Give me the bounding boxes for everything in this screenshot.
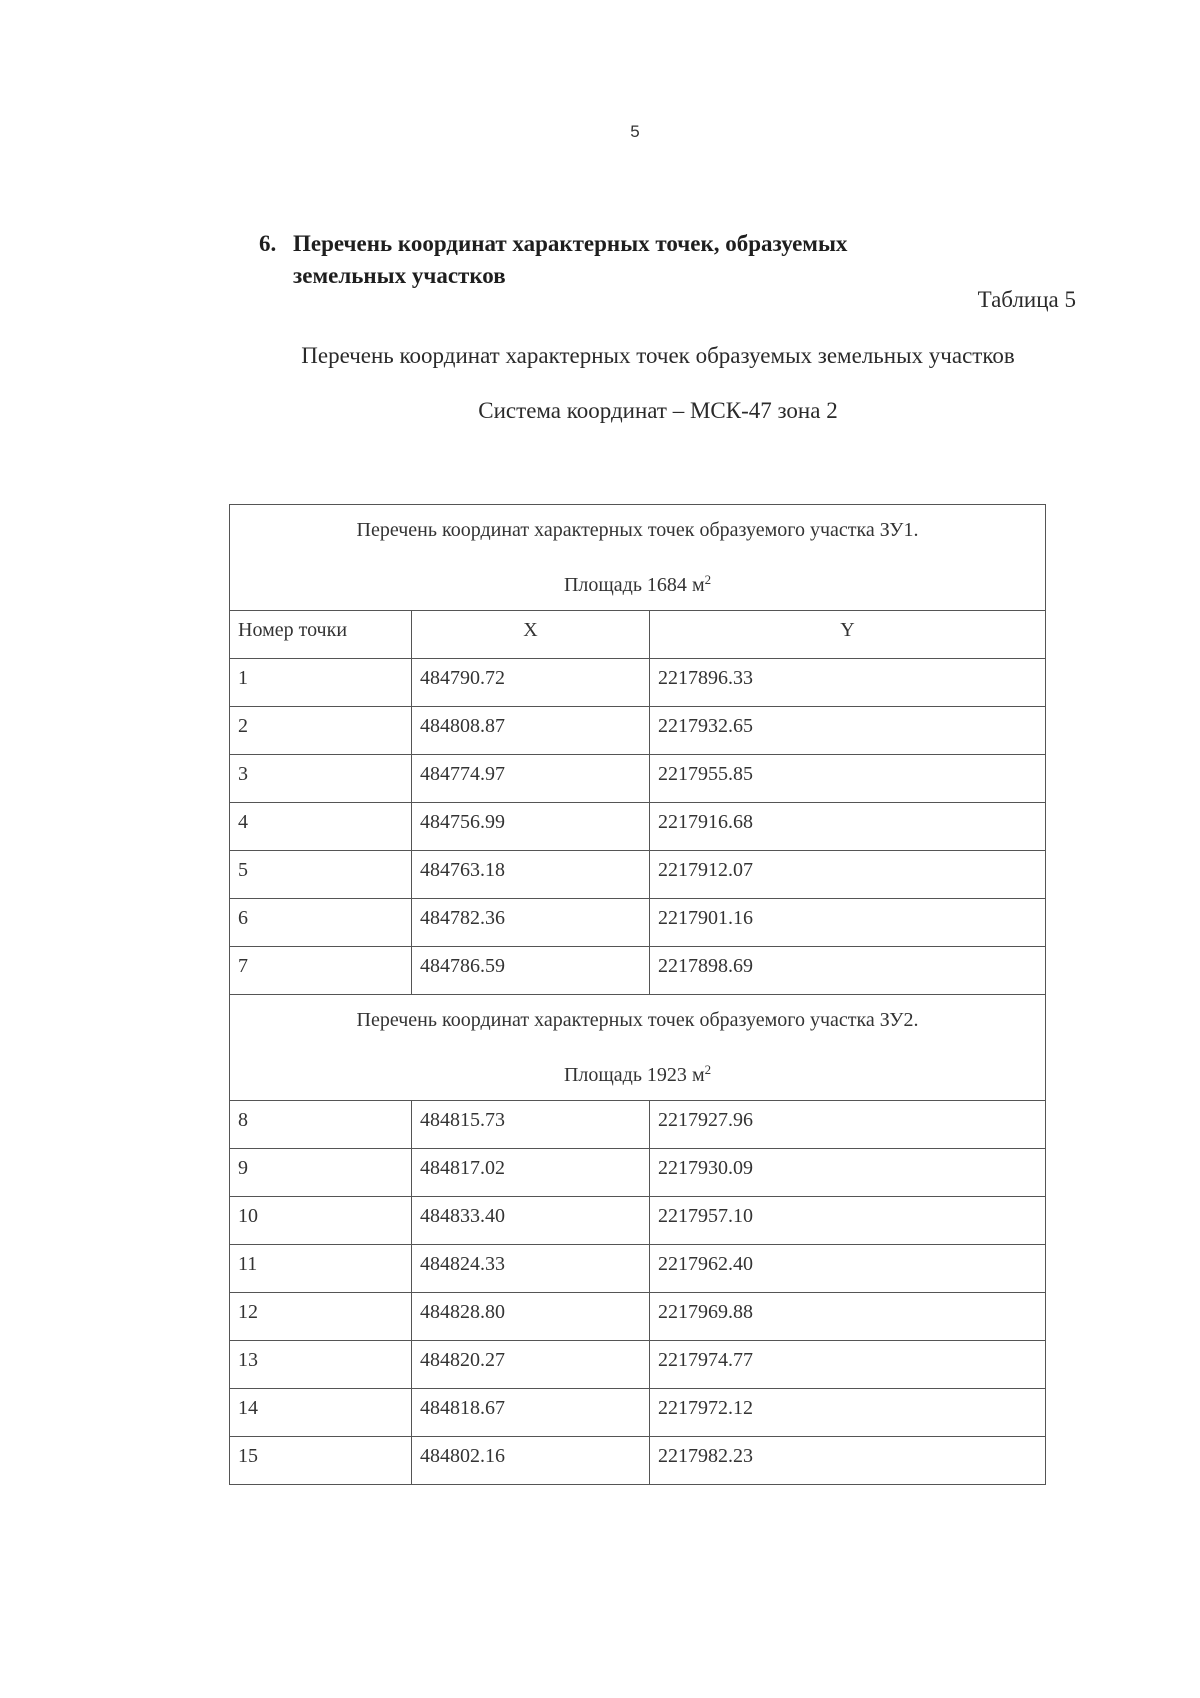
group-area: Площадь 1923	[563, 1064, 687, 1086]
table-row	[230, 947, 1046, 995]
point-y: 2217916.68	[650, 803, 1046, 851]
point-x: 484756.99	[412, 803, 650, 851]
table-row	[230, 707, 1046, 755]
point-x: 484833.40	[412, 1197, 650, 1245]
table-row	[230, 659, 1046, 707]
point-y: 2217901.16	[650, 899, 1046, 947]
point-y: 2217927.96	[650, 1101, 1046, 1149]
page-number: 5	[630, 122, 640, 141]
table-row	[230, 1389, 1046, 1437]
table-row	[230, 1149, 1046, 1197]
point-y: 2217898.69	[650, 947, 1046, 995]
table-row	[230, 1101, 1046, 1149]
group-header-zu2	[230, 995, 1046, 1101]
column-header-x: X	[412, 611, 650, 659]
group-header-zu1	[230, 505, 1046, 611]
column-header-y: Y	[650, 611, 1046, 659]
point-y: 2217962.40	[650, 1245, 1046, 1293]
section-title-line2: земельных участков	[293, 263, 506, 288]
point-y: 2217932.65	[650, 707, 1046, 755]
point-x: 484818.67	[412, 1389, 650, 1437]
point-number: 7	[230, 947, 412, 995]
point-x: 484763.18	[412, 851, 650, 899]
point-x: 484820.27	[412, 1341, 650, 1389]
table-row	[230, 1245, 1046, 1293]
table-row	[230, 899, 1046, 947]
point-x: 484802.16	[412, 1437, 650, 1485]
point-x: 484786.59	[412, 947, 650, 995]
point-number: 10	[230, 1197, 412, 1245]
point-number: 12	[230, 1293, 412, 1341]
table-caption: Перечень координат характерных точек образуемых земельных участков	[301, 343, 1015, 368]
group-header-row	[230, 505, 1046, 611]
table-row	[230, 1293, 1046, 1341]
point-y: 2217912.07	[650, 851, 1046, 899]
point-y: 2217896.33	[650, 659, 1046, 707]
group-area: Площадь 1684	[563, 574, 687, 596]
table-row	[230, 1437, 1046, 1485]
area-unit: м	[691, 1064, 705, 1086]
point-number: 2	[230, 707, 412, 755]
group-header-row	[230, 995, 1046, 1101]
coordinate-system: Система координат – МСК-47 зона 2	[478, 398, 838, 423]
table-row	[230, 1197, 1046, 1245]
point-number: 13	[230, 1341, 412, 1389]
point-x: 484817.02	[412, 1149, 650, 1197]
point-number: 6	[230, 899, 412, 947]
point-number: 4	[230, 803, 412, 851]
point-number: 3	[230, 755, 412, 803]
section-title-line1: Перечень координат характерных точек, образуемых	[293, 231, 848, 256]
point-x: 484774.97	[412, 755, 650, 803]
point-x: 484815.73	[412, 1101, 650, 1149]
group-title: Перечень координат характерных точек образуемого участка ЗУ1.	[356, 519, 919, 541]
point-x: 484828.80	[412, 1293, 650, 1341]
point-number: 1	[230, 659, 412, 707]
point-number: 15	[230, 1437, 412, 1485]
point-x: 484808.87	[412, 707, 650, 755]
point-y: 2217969.88	[650, 1293, 1046, 1341]
table-row	[230, 851, 1046, 899]
table-label: Таблица 5	[977, 287, 1076, 312]
point-y: 2217957.10	[650, 1197, 1046, 1245]
point-number: 8	[230, 1101, 412, 1149]
point-x: 484782.36	[412, 899, 650, 947]
section-number: 6.	[259, 231, 277, 256]
section-heading	[259, 228, 1019, 292]
table-row	[230, 803, 1046, 851]
point-y: 2217930.09	[650, 1149, 1046, 1197]
group-title: Перечень координат характерных точек образуемого участка ЗУ2.	[356, 1009, 919, 1031]
point-x: 484824.33	[412, 1245, 650, 1293]
point-y: 2217955.85	[650, 755, 1046, 803]
point-y: 2217974.77	[650, 1341, 1046, 1389]
table-row	[230, 1341, 1046, 1389]
point-number: 9	[230, 1149, 412, 1197]
point-x: 484790.72	[412, 659, 650, 707]
point-y: 2217982.23	[650, 1437, 1046, 1485]
point-number: 5	[230, 851, 412, 899]
area-unit-exponent: 2	[704, 1062, 712, 1077]
column-header-row	[230, 611, 1046, 659]
coordinates-table	[229, 504, 1046, 1485]
area-unit-exponent: 2	[704, 572, 712, 587]
point-number: 14	[230, 1389, 412, 1437]
table-row	[230, 755, 1046, 803]
column-header-point-number: Номер точки	[230, 611, 412, 659]
point-number: 11	[230, 1245, 412, 1293]
area-unit: м	[691, 574, 705, 596]
point-y: 2217972.12	[650, 1389, 1046, 1437]
